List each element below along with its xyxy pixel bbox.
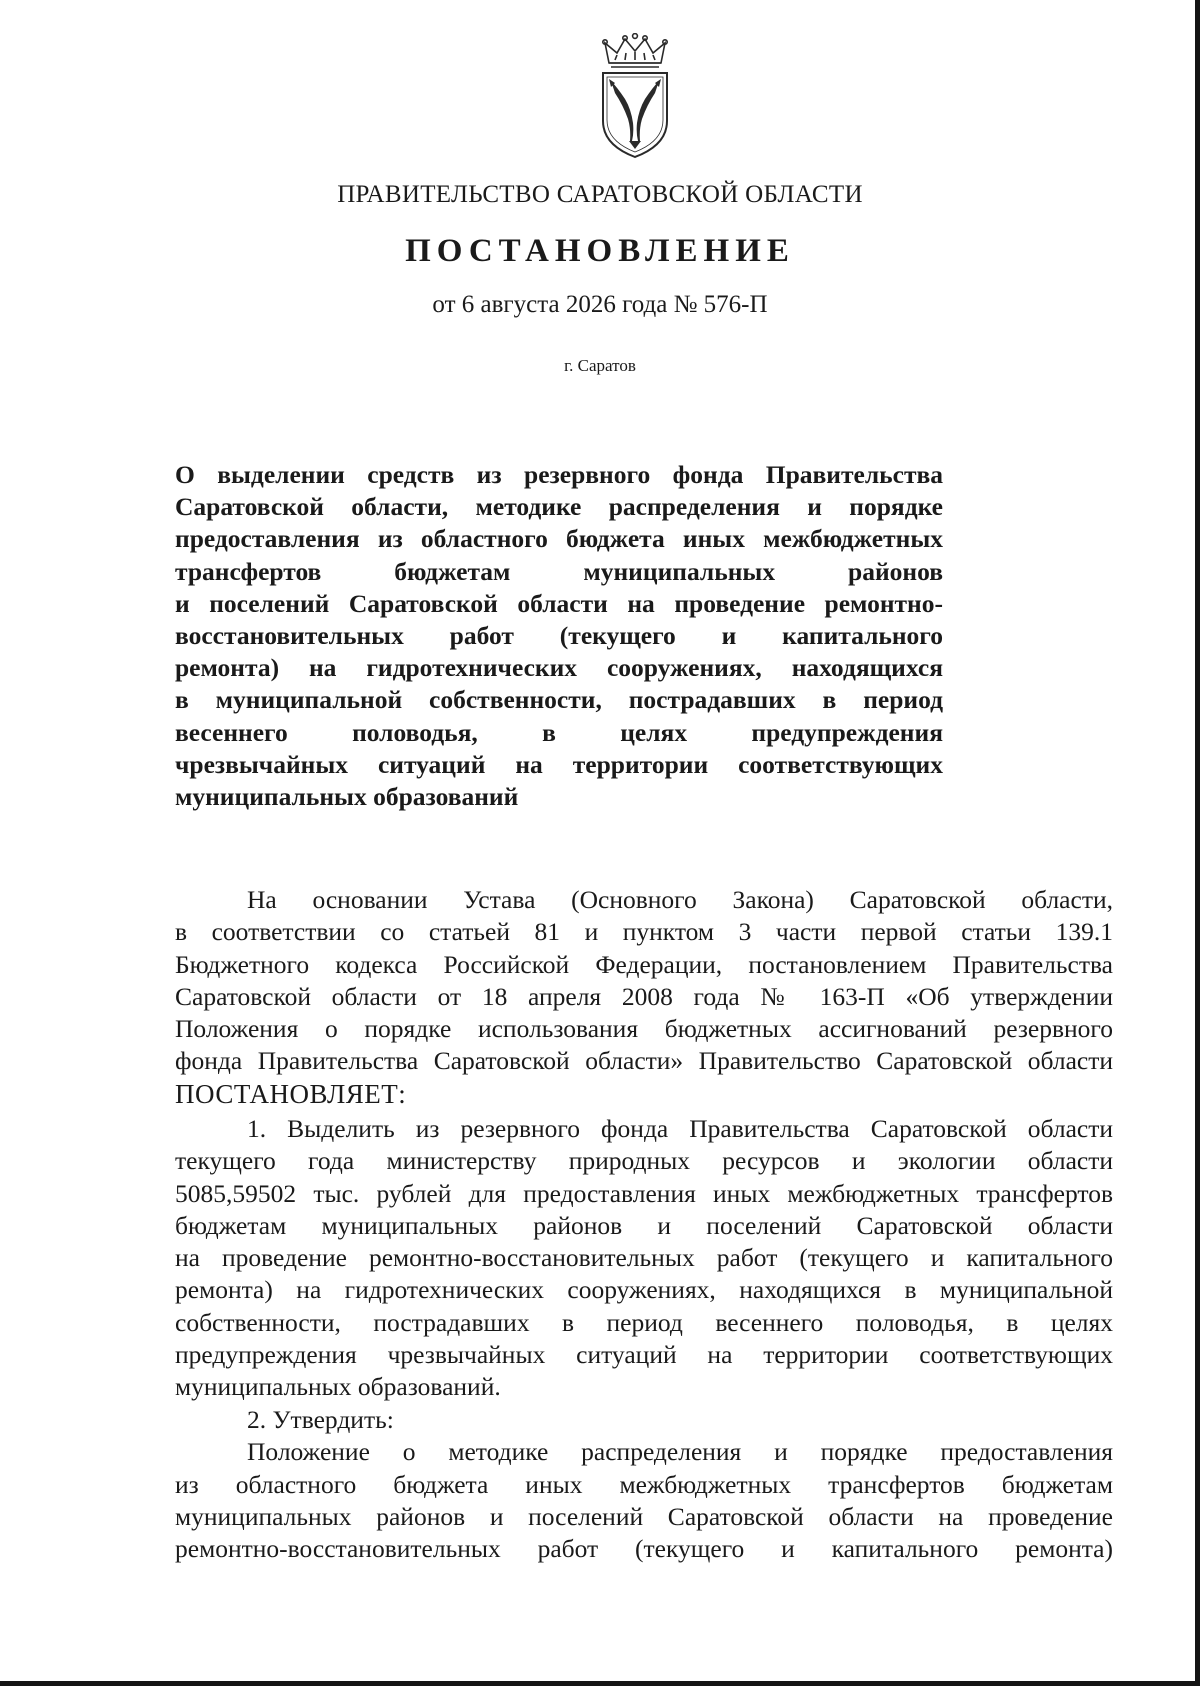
subject-line: муниципальных образований	[175, 782, 519, 812]
preamble-line: в соответствии со статьей 81 и пунктом 3 части первой статьи 139.1	[175, 917, 1113, 947]
preamble-line: Положения о порядке использования бюджетных ассигнований резервного	[175, 1014, 1113, 1044]
government-name: ПРАВИТЕЛЬСТВО САРАТОВСКОЙ ОБЛАСТИ	[337, 181, 863, 208]
preamble-line: Бюджетного кодекса Российской Федерации, постановлением Правительства	[175, 949, 1113, 979]
subject-line: в муниципальной собственности, пострадавших в период	[175, 685, 943, 715]
document-date-number: от 6 августа 2026 года № 576-П	[432, 291, 768, 318]
document-city: г. Саратов	[564, 356, 636, 375]
item-2-paragraph	[175, 1404, 1113, 1565]
scan-edge-bottom	[0, 1681, 1200, 1686]
scan-edge-right	[1195, 0, 1200, 1686]
preamble-line: На основании Устава (Основного Закона) Саратовской области,	[247, 885, 1113, 914]
item-1-line: муниципальных образований.	[175, 1372, 501, 1402]
subject-line: весеннего половодья, в целях предупреждения	[175, 717, 943, 747]
item-2-line: Положение о методике распределения и порядке предоставления	[247, 1437, 1113, 1467]
item-1-line: ремонта) на гидротехнических сооружениях, находящихся в муниципальной	[175, 1275, 1113, 1305]
resolves-word: ПОСТАНОВЛЯЕТ:	[175, 1078, 407, 1109]
item-1-line: 5085,59502 тыс. рублей для предоставления иных межбюджетных трансфертов	[175, 1178, 1113, 1208]
subject-line: трансфертов бюджетам муниципальных районов	[175, 556, 943, 586]
item-1-line: собственности, пострадавших в период весеннего половодья, в целях	[175, 1307, 1113, 1337]
preamble-line: фонда Правительства Саратовской области» Правительство Саратовской области	[175, 1046, 1113, 1076]
subject-line: чрезвычайных ситуаций на территории соответствующих	[175, 749, 943, 779]
item-2-line: ремонтно-восстановительных работ (текущего и капитального ремонта)	[175, 1534, 1113, 1564]
subject-line: О выделении средств из резервного фонда Правительства	[175, 460, 943, 489]
item-2-heading: 2. Утвердить:	[247, 1405, 394, 1434]
subject-line: и поселений Саратовской области на проведение ремонтно-	[175, 588, 943, 618]
subject-line: Саратовской области, методике распределения и порядке	[175, 492, 943, 522]
subject-line: предоставления из областного бюджета иных межбюджетных	[175, 524, 943, 554]
document-type: ПОСТАНОВЛЕНИЕ	[405, 233, 795, 269]
document-subject	[175, 459, 943, 813]
item-1-line: предупреждения чрезвычайных ситуаций на территории соответствующих	[175, 1340, 1113, 1370]
subject-line: ремонта) на гидротехнических сооружениях, находящихся	[175, 653, 943, 683]
item-1-line: текущего года министерству природных ресурсов и экологии области	[175, 1146, 1113, 1176]
preamble-paragraph	[175, 884, 1113, 1110]
item-2-line: муниципальных районов и поселений Саратовской области на проведение	[175, 1501, 1113, 1531]
item-1-paragraph	[175, 1113, 1113, 1404]
item-1-line: бюджетам муниципальных районов и поселений Саратовской области	[175, 1210, 1113, 1240]
item-1-line: 1. Выделить из резервного фонда Правительства Саратовской области	[247, 1114, 1113, 1143]
preamble-line: Саратовской области от 18 апреля 2008 года № 163-П «Об утверждении	[175, 981, 1113, 1011]
item-1-line: на проведение ремонтно-восстановительных работ (текущего и капитального	[175, 1243, 1113, 1273]
subject-line: восстановительных работ (текущего и капитального	[175, 621, 943, 651]
saratov-coat-of-arms-icon	[595, 33, 675, 161]
item-2-line: из областного бюджета иных межбюджетных трансфертов бюджетам	[175, 1469, 1113, 1499]
